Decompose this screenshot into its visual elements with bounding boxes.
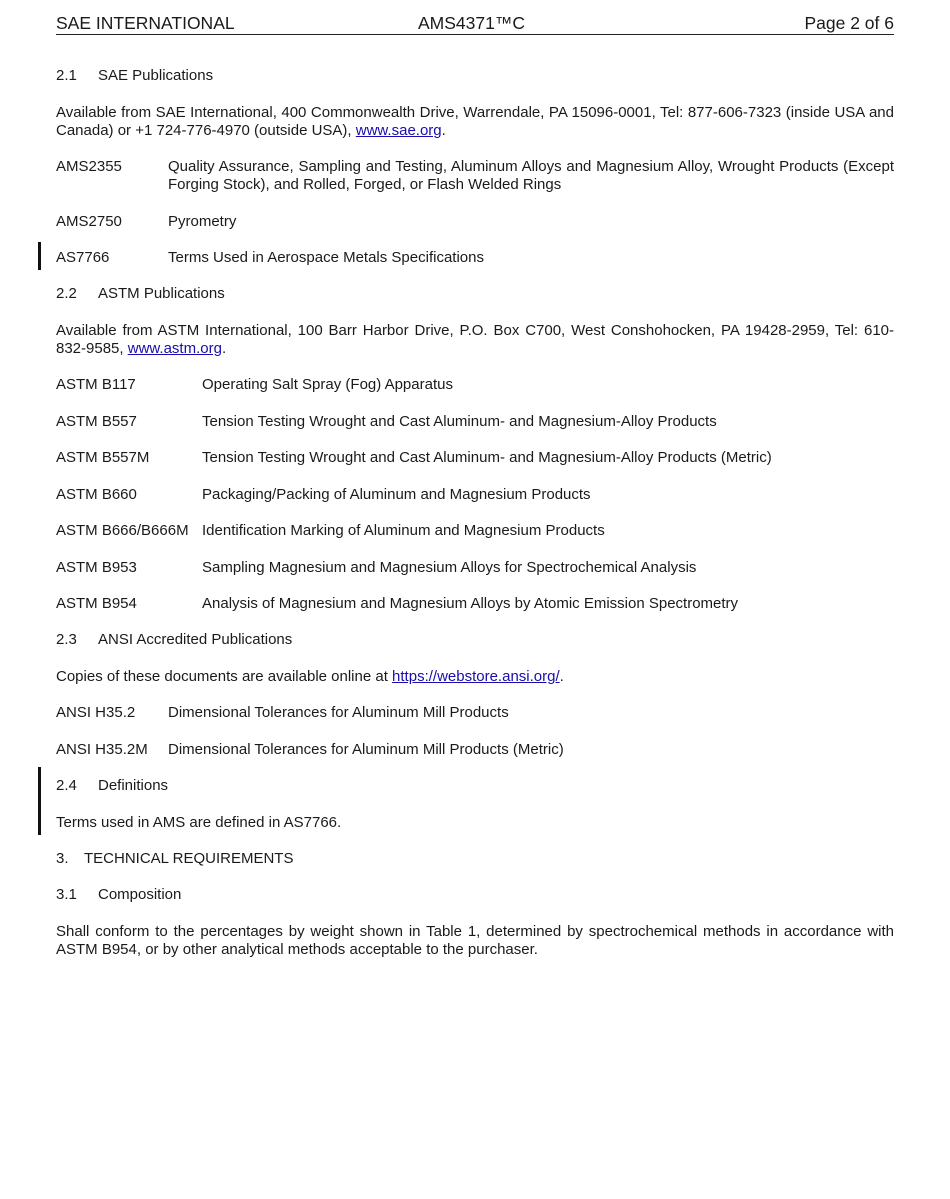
section-number: 3.: [56, 850, 69, 867]
period: .: [441, 122, 446, 139]
reference-title: Tension Testing Wrought and Cast Aluminum- and Magnesium-Alloy Products (Metric): [202, 449, 772, 466]
change-bar-as7766: [38, 242, 41, 270]
ansi-availability-text: Copies of these documents are available online at: [56, 668, 393, 685]
section-number: 2.3: [56, 631, 77, 648]
reference-code: ASTM B666/B666M: [56, 522, 189, 539]
reference-title: Packaging/Packing of Aluminum and Magnesium Products: [202, 486, 591, 503]
section-2-2-heading: [56, 285, 894, 303]
section-title: ASTM Publications: [98, 285, 225, 302]
reference-title: Operating Salt Spray (Fog) Apparatus: [202, 376, 453, 393]
period: .: [559, 668, 564, 685]
composition-paragraph: [56, 923, 894, 959]
reference-code: ANSI H35.2M: [56, 741, 148, 758]
header-doc-number: AMS4371™C: [418, 13, 525, 33]
section-title: SAE Publications: [98, 67, 214, 84]
section-number: 2.2: [56, 285, 77, 302]
section-2-3-heading: [56, 631, 894, 649]
reference-code: AMS2355: [56, 158, 122, 175]
sae-availability-text: Available from SAE International, 400 Commonwealth Drive, Warrendale, PA 15096-0001, Tel: 877-606-7323 (inside USA and Canada) or +1 724-776-4970 (outside USA),: [56, 104, 894, 139]
reference-title: Dimensional Tolerances for Aluminum Mill Products (Metric): [168, 741, 564, 758]
sae-availability-paragraph: [56, 104, 894, 140]
astm-availability-text: Available from ASTM International, 100 Barr Harbor Drive, P.O. Box C700, West Conshohocken, PA 19428-2959, Tel: 610-832-9585,: [56, 322, 894, 357]
change-bar-definitions: [38, 767, 41, 835]
reference-code: AS7766: [56, 249, 110, 266]
reference-code: ANSI H35.2: [56, 704, 136, 721]
section-3-1-heading: [56, 886, 894, 904]
reference-title: Pyrometry: [168, 213, 237, 230]
reference-title: Identification Marking of Aluminum and Magnesium Products: [202, 522, 605, 539]
definitions-text: Terms used in AMS are defined in AS7766.: [56, 814, 342, 831]
section-2-1-heading: [56, 67, 894, 85]
reference-code: ASTM B953: [56, 559, 137, 576]
section-number: 2.1: [56, 67, 77, 84]
reference-title: Sampling Magnesium and Magnesium Alloys for Spectrochemical Analysis: [202, 559, 697, 576]
ansi-availability-paragraph: [56, 668, 894, 686]
section-title: Definitions: [98, 777, 169, 794]
section-3-heading: [56, 850, 894, 868]
section-title: TECHNICAL REQUIREMENTS: [84, 850, 294, 867]
astm-availability-paragraph: [56, 322, 894, 358]
reference-title: Tension Testing Wrought and Cast Aluminum- and Magnesium-Alloy Products: [202, 413, 717, 430]
reference-title: Quality Assurance, Sampling and Testing, Aluminum Alloys and Magnesium Alloy, Wrought Products (Except Forging Stock), and Rolled, Forged, or Flash Welded Rings: [168, 158, 894, 193]
reference-title: Terms Used in Aerospace Metals Specifications: [168, 249, 484, 266]
reference-code: ASTM B660: [56, 486, 137, 503]
section-title: Composition: [98, 886, 182, 903]
section-title: ANSI Accredited Publications: [98, 631, 293, 648]
composition-text: Shall conform to the percentages by weight shown in Table 1, determined by spectrochemical methods in accordance with ASTM B954, or by other analytical methods acceptable to the purchaser.: [56, 923, 894, 958]
page-header: [56, 12, 894, 35]
section-number: 3.1: [56, 886, 77, 903]
header-page-number: Page 2 of 6: [804, 13, 894, 33]
definitions-paragraph: [56, 814, 894, 832]
reference-code: ASTM B954: [56, 595, 137, 612]
reference-code: ASTM B557: [56, 413, 137, 430]
header-org: SAE INTERNATIONAL: [56, 13, 235, 33]
period: .: [221, 340, 227, 357]
reference-code: ASTM B557M: [56, 449, 150, 466]
reference-title: Analysis of Magnesium and Magnesium Alloys by Atomic Emission Spectrometry: [202, 595, 739, 612]
sae-website-link[interactable]: www.sae.org: [355, 122, 442, 139]
reference-title: Dimensional Tolerances for Aluminum Mill Products: [168, 704, 509, 721]
ansi-webstore-link[interactable]: https://webstore.ansi.org/: [392, 668, 560, 685]
section-number: 2.4: [56, 777, 77, 794]
reference-code: ASTM B117: [56, 376, 136, 393]
section-2-4-heading: [56, 777, 894, 795]
reference-code: AMS2750: [56, 213, 122, 230]
astm-website-link[interactable]: www.astm.org: [127, 340, 222, 357]
